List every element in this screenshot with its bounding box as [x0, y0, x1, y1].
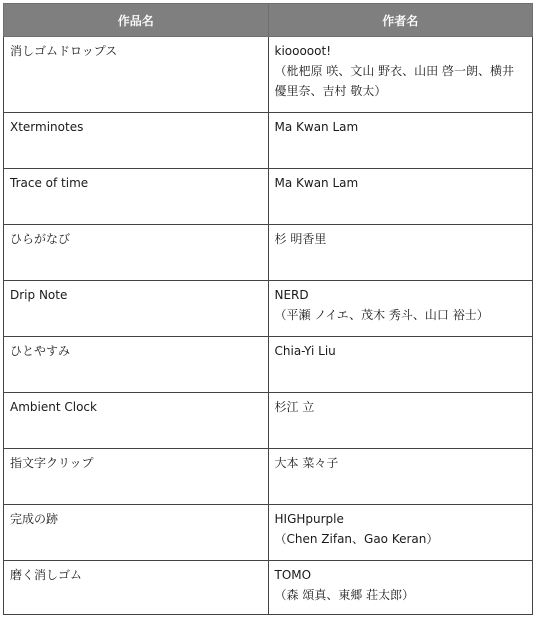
- works-table: [3, 3, 533, 615]
- table-row: [4, 393, 533, 449]
- author-cell: [268, 225, 533, 281]
- work-cell: Ambient Clock: [4, 393, 269, 449]
- author-line: 優里奈、吉村 敬太）: [274, 84, 387, 98]
- table-row: [4, 37, 533, 113]
- table-row: [4, 505, 533, 561]
- works-table-container: [3, 3, 533, 615]
- table-row: [4, 113, 533, 169]
- author-cell: [268, 281, 533, 337]
- author-line: （平瀬 ノイエ、茂木 秀斗、山口 裕士）: [274, 308, 489, 322]
- author-line: Ma Kwan Lam: [274, 120, 359, 134]
- author-cell: [268, 169, 533, 225]
- author-cell: [268, 113, 533, 169]
- table-row: [4, 449, 533, 505]
- author-line: TOMO: [274, 568, 312, 582]
- work-cell: 磨く消しゴム: [4, 561, 269, 615]
- work-cell: ひとやすみ: [4, 337, 269, 393]
- author-line: NERD: [274, 288, 309, 302]
- work-cell: Drip Note: [4, 281, 269, 337]
- author-cell: [268, 561, 533, 615]
- work-cell: Xterminotes: [4, 113, 269, 169]
- author-cell: [268, 337, 533, 393]
- work-column-header: 作品名: [4, 4, 269, 37]
- table-row: [4, 561, 533, 615]
- table-row: [4, 337, 533, 393]
- author-cell: [268, 449, 533, 505]
- author-line: Chia-Yi Liu: [274, 344, 336, 358]
- work-cell: Trace of time: [4, 169, 269, 225]
- author-line: （Chen Zifan、Gao Keran）: [274, 532, 439, 546]
- work-cell: ひらがなび: [4, 225, 269, 281]
- work-cell: 消しゴムドロップス: [4, 37, 269, 113]
- author-line: Ma Kwan Lam: [274, 176, 359, 190]
- author-line: （森 頌真、東郷 荘太郎）: [274, 588, 415, 602]
- author-line: （枇杷原 咲、文山 野衣、山田 啓一朗、横井: [274, 64, 514, 78]
- table-row: [4, 169, 533, 225]
- author-line: 杉 明香里: [274, 232, 327, 246]
- author-cell: [268, 505, 533, 561]
- author-cell: [268, 393, 533, 449]
- work-cell: 指文字クリップ: [4, 449, 269, 505]
- work-cell: 完成の跡: [4, 505, 269, 561]
- author-cell: [268, 37, 533, 113]
- author-line: kiooooot!: [274, 44, 332, 58]
- table-row: [4, 281, 533, 337]
- author-line: 杉江 立: [274, 400, 315, 414]
- author-column-header: 作者名: [268, 4, 533, 37]
- author-line: HIGHpurple: [274, 512, 344, 526]
- header-row: [4, 4, 533, 37]
- author-line: 大本 菜々子: [274, 456, 339, 470]
- table-row: [4, 225, 533, 281]
